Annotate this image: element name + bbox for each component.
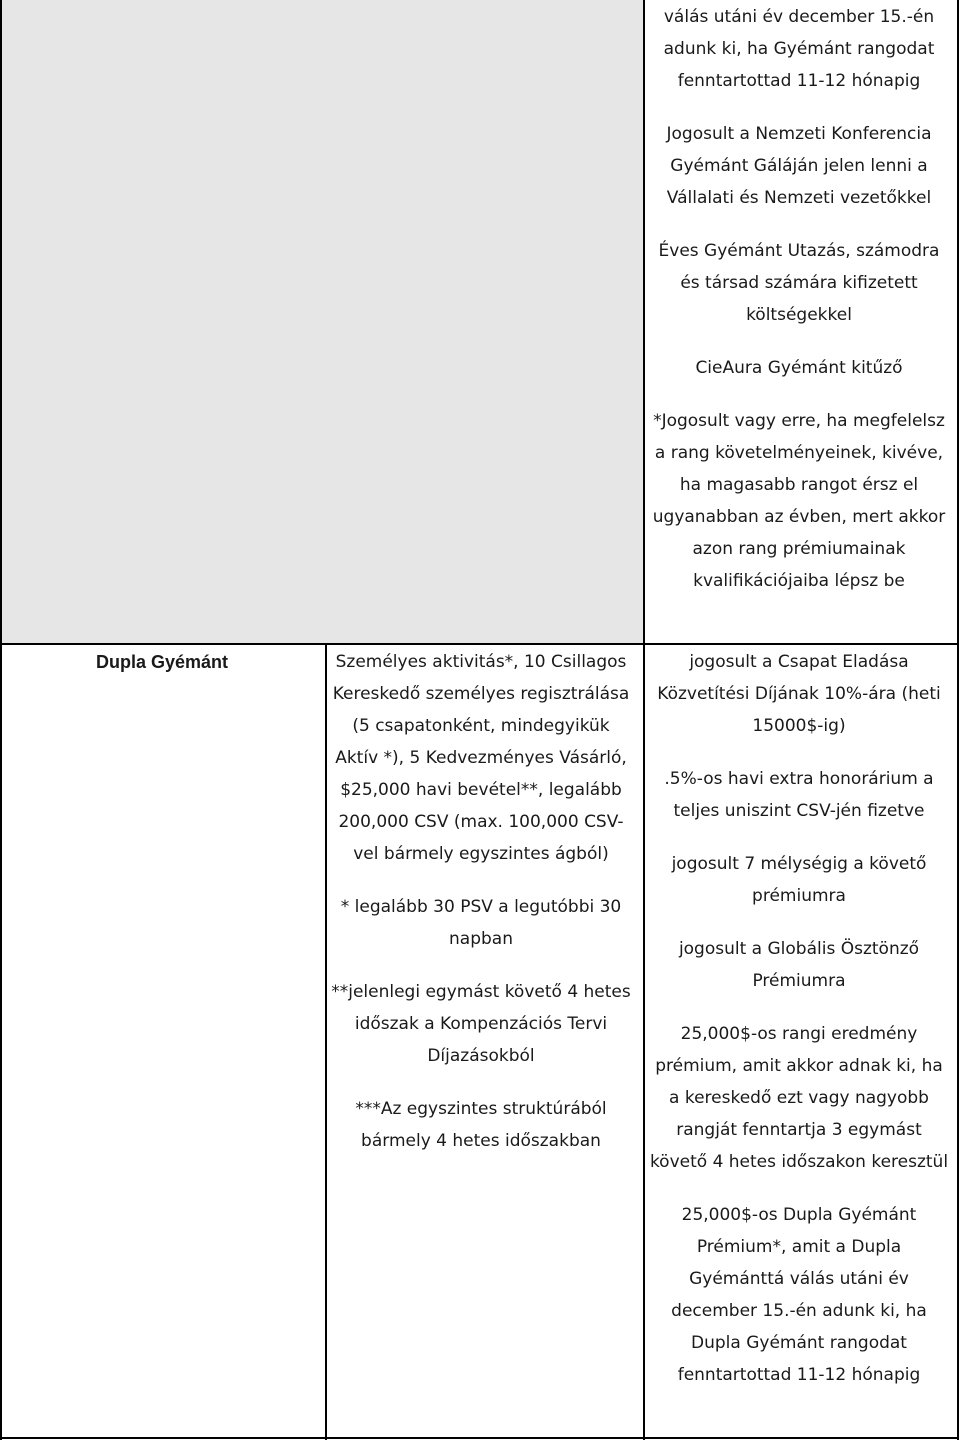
requirement-footnote: **jelenlegi egymást követő 4 hetes időszak a Kompenzációs Tervi Díjazásokból (331, 982, 631, 1066)
row1-col1-shaded-cell (1, 0, 644, 643)
benefit-text: CieAura Gyémánt kitűző (695, 358, 903, 378)
table-border-bottom (0, 1437, 959, 1439)
benefit-text: jogosult 7 mélységig a követő prémiumra (671, 854, 927, 906)
benefit-text: válás utáni év december 15.-én adunk ki, ha Gyémánt rangodat fenntartottad 11-12 hónapig (663, 7, 935, 91)
requirement-text: Személyes aktivitás*, 10 Csillagos Kereskedő személyes regisztrálása (5 csapatonként, mindegyikük Aktív *), 5 Kedvezményes Vásárló, $25,000 havi bevétel**, legalább 200,000 CSV (max. 100,000 CSV-vel bármely egyszintes ágból) (332, 652, 630, 864)
requirement-footnote: * legalább 30 PSV a legutóbbi 30 napban (340, 897, 622, 949)
table-border-left (0, 0, 2, 1440)
table-row-divider (0, 643, 959, 645)
benefit-text: 25,000$-os rangi eredmény prémium, amit akkor adnak ki, ha a kereskedő ezt vagy nagyobb rangját fenntartja 3 egymást követő 4 hetes időszakon keresztül (649, 1024, 949, 1172)
benefit-text: .5%-os havi extra honorárium a teljes uniszint CSV-jén fizetve (664, 769, 934, 821)
benefits-cell (648, 646, 950, 1391)
requirements-cell (330, 646, 632, 1157)
benefit-text: Jogosult a Nemzeti Konferencia Gyémánt Gáláján jelen lenni a Vállalati és Nemzeti vezetőkkel (666, 124, 932, 208)
table-border-col3 (643, 0, 645, 1440)
benefit-text: Éves Gyémánt Utazás, számodra és társad számára kifizetett költségekkel (658, 241, 940, 325)
benefit-text: 25,000$-os Dupla Gyémánt Prémium*, amit a Dupla Gyémánttá válás utáni év december 15.-én adunk ki, ha Dupla Gyémánt rangodat fenntartottad 11-12 hónapig (671, 1205, 927, 1385)
benefit-text: jogosult a Globális Ösztönző Prémiumra (678, 939, 920, 991)
benefit-text: jogosult a Csapat Eladása Közvetítési Díjának 10%-ára (heti 15000$-ig) (657, 652, 941, 736)
row1-benefits-cell (648, 1, 950, 597)
benefit-text: *Jogosult vagy erre, ha megfelelsz a rang követelményeinek, kivéve, ha magasabb rangot érsz el ugyanabban az évben, mert akkor azon rang prémiumainak kvalifikációjaiba lépsz be (652, 411, 946, 591)
requirement-footnote: ***Az egyszintes struktúrából bármely 4 hetes időszakban (355, 1099, 607, 1151)
table-border-col2 (325, 643, 327, 1440)
rank-name: Dupla Gyémánt (95, 652, 229, 672)
table-border-right (957, 0, 959, 1440)
